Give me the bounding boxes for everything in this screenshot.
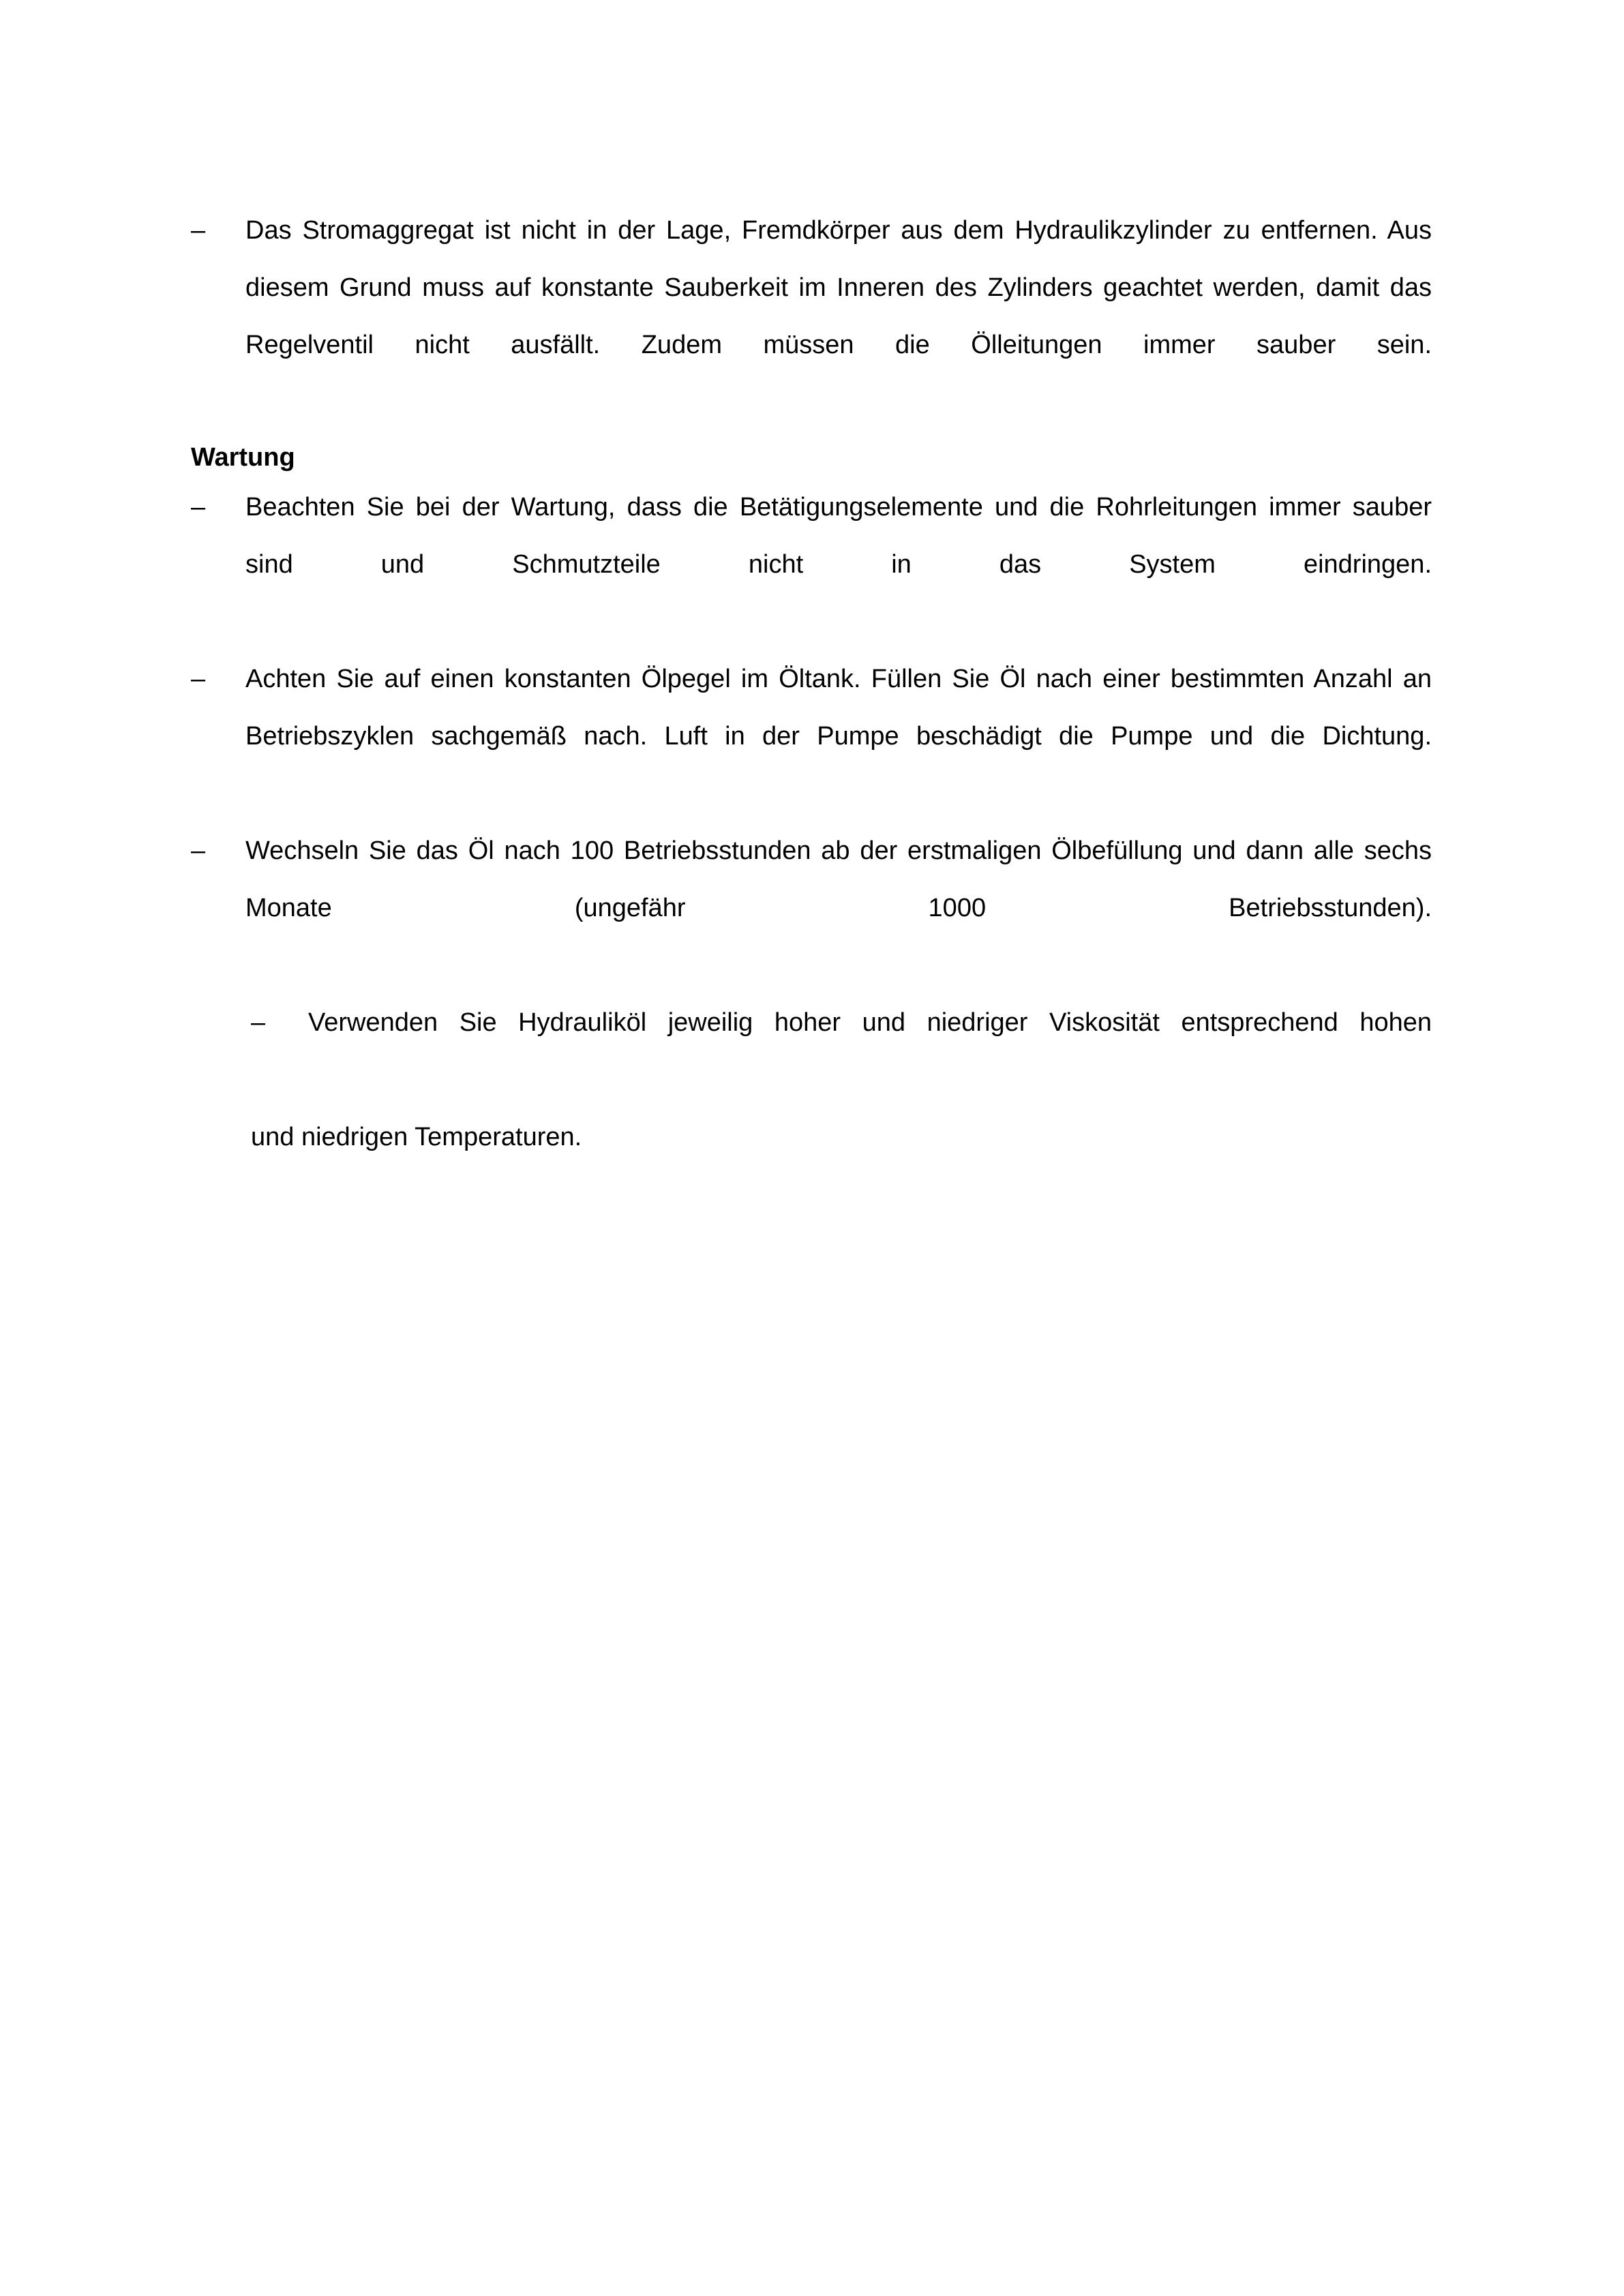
sub-bullet-dash-icon: –	[251, 1008, 266, 1037]
bullet-text: Beachten Sie bei der Wartung, dass die Betätigungselemente und die Rohrleitungen immer sauber sind und Schmutzteile nicht in das System eindringen.	[245, 493, 1432, 579]
spacer	[191, 431, 1432, 436]
section-heading-wartung: Wartung	[191, 443, 295, 472]
sub-bullet-item-hydraulikoel	[191, 994, 1432, 1108]
bullet-text: Wechseln Sie das Öl nach 100 Betriebsstunden ab der erstmaligen Ölbefüllung und dann alle sechs Monate (ungefähr 1000 Betriebsstunden).	[245, 836, 1432, 922]
bullet-dash-icon: –	[191, 665, 206, 693]
document-body	[191, 202, 1432, 1166]
bullet-item-oelwechsel	[191, 822, 1432, 994]
bullet-item-oelpegel	[191, 650, 1432, 822]
sub-bullet-text: Verwenden Sie Hydrauliköl jeweilig hoher und niedriger Viskosität entsprechend hohen	[308, 1008, 1432, 1037]
bullet-dash-icon: –	[191, 836, 206, 865]
bullet-dash-icon: –	[191, 493, 206, 522]
bullet-item-stromaggregat	[191, 202, 1432, 431]
bullet-text: Das Stromaggregat ist nicht in der Lage, Fremdkörper aus dem Hydraulikzylinder zu entfernen. Aus diesem Grund muss auf konstante Sauberkeit im Inneren des Zylinders geachtet werden, damit das Regelventil nicht ausfällt. Zudem müssen die Ölleitungen immer sauber sein.	[245, 216, 1432, 359]
sub-bullet-continuation-text: und niedrigen Temperaturen.	[251, 1123, 582, 1151]
bullet-item-beachten	[191, 479, 1432, 650]
bullet-text: Achten Sie auf einen konstanten Ölpegel im Öltank. Füllen Sie Öl nach einer bestimmten Anzahl an Betriebszyklen sachgemäß nach. Luft in der Pumpe beschädigt die Pumpe und die Dichtung.	[245, 665, 1432, 751]
bullet-dash-icon: –	[191, 216, 206, 245]
